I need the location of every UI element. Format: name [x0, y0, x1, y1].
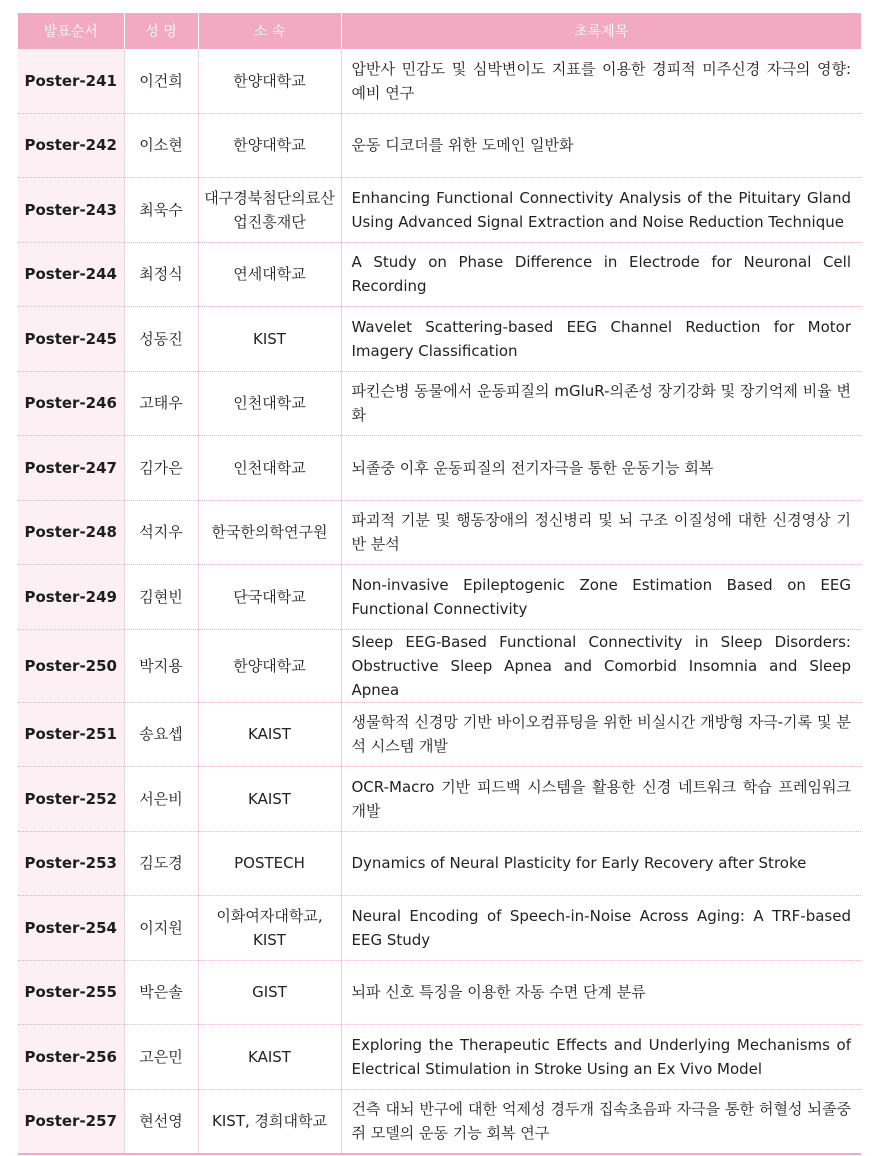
- abstract-title-cell: 뇌졸중 이후 운동피질의 전기자극을 통한 운동기능 회복: [341, 436, 861, 501]
- affiliation-cell: POSTECH: [198, 831, 341, 896]
- affiliation-cell: 인천대학교: [198, 436, 341, 501]
- affiliation-cell: 한양대학교: [198, 49, 341, 113]
- affiliation-cell: GIST: [198, 960, 341, 1025]
- presenter-name-cell: 현선영: [124, 1089, 198, 1153]
- presenter-name-cell: 김도경: [124, 831, 198, 896]
- affiliation-cell: 이화여자대학교, KIST: [198, 896, 341, 961]
- table-body: [18, 49, 861, 1153]
- table-row: [18, 113, 861, 178]
- abstract-title-cell: Non-invasive Epileptogenic Zone Estimation Based on EEG Functional Connectivity: [341, 565, 861, 630]
- abstract-title-cell: 건측 대뇌 반구에 대한 억제성 경두개 집속초음파 자극을 통한 허혈성 뇌졸중 쥐 모델의 운동 기능 회복 연구: [341, 1089, 861, 1153]
- header-title: 초록제목: [341, 13, 861, 49]
- affiliation-cell: KIST: [198, 307, 341, 372]
- affiliation-cell: 연세대학교: [198, 242, 341, 307]
- abstract-title-cell: Neural Encoding of Speech-in-Noise Across Aging: A TRF-based EEG Study: [341, 896, 861, 961]
- abstract-title-cell: Sleep EEG-Based Functional Connectivity in Sleep Disorders: Obstructive Sleep Apnea and Comorbid Insomnia and Sleep Apnea: [341, 629, 861, 702]
- order-cell: Poster-251: [18, 702, 124, 767]
- order-cell: Poster-256: [18, 1025, 124, 1090]
- presenter-name-cell: 박은솔: [124, 960, 198, 1025]
- abstract-title-cell: 파괴적 기분 및 행동장애의 정신병리 및 뇌 구조 이질성에 대한 신경영상 기반 분석: [341, 500, 861, 565]
- table-row: [18, 896, 861, 961]
- order-cell: Poster-246: [18, 371, 124, 436]
- abstract-title-cell: 압반사 민감도 및 심박변이도 지표를 이용한 경피적 미주신경 자극의 영향: 예비 연구: [341, 49, 861, 113]
- order-cell: Poster-254: [18, 896, 124, 961]
- table-row: [18, 565, 861, 630]
- presenter-name-cell: 이지원: [124, 896, 198, 961]
- order-cell: Poster-249: [18, 565, 124, 630]
- order-cell: Poster-255: [18, 960, 124, 1025]
- table-row: [18, 49, 861, 113]
- presenter-name-cell: 이소현: [124, 113, 198, 178]
- header-name: 성 명: [124, 13, 198, 49]
- table-row: [18, 178, 861, 243]
- affiliation-cell: 한양대학교: [198, 113, 341, 178]
- table-header: [18, 13, 861, 49]
- abstract-title-cell: 운동 디코더를 위한 도메인 일반화: [341, 113, 861, 178]
- order-cell: Poster-244: [18, 242, 124, 307]
- table-row: [18, 767, 861, 832]
- affiliation-cell: 대구경북첨단의료산업진흥재단: [198, 178, 341, 243]
- header-affiliation: 소 속: [198, 13, 341, 49]
- presenter-name-cell: 박지용: [124, 629, 198, 702]
- order-cell: Poster-243: [18, 178, 124, 243]
- affiliation-cell: 한국한의학연구원: [198, 500, 341, 565]
- order-cell: Poster-247: [18, 436, 124, 501]
- table-row: [18, 629, 861, 702]
- order-cell: Poster-245: [18, 307, 124, 372]
- presenter-name-cell: 김가은: [124, 436, 198, 501]
- table-row: [18, 831, 861, 896]
- table-row: [18, 702, 861, 767]
- table-row: [18, 500, 861, 565]
- affiliation-cell: 단국대학교: [198, 565, 341, 630]
- table-row: [18, 1025, 861, 1090]
- bottom-rule: [18, 1153, 861, 1155]
- order-cell: Poster-257: [18, 1089, 124, 1153]
- affiliation-cell: 인천대학교: [198, 371, 341, 436]
- presenter-name-cell: 석지우: [124, 500, 198, 565]
- affiliation-cell: KAIST: [198, 767, 341, 832]
- abstract-title-cell: 뇌파 신호 특징을 이용한 자동 수면 단계 분류: [341, 960, 861, 1025]
- order-cell: Poster-253: [18, 831, 124, 896]
- affiliation-cell: KAIST: [198, 702, 341, 767]
- presenter-name-cell: 최욱수: [124, 178, 198, 243]
- presenter-name-cell: 고은민: [124, 1025, 198, 1090]
- poster-schedule: [18, 13, 861, 1155]
- order-cell: Poster-250: [18, 629, 124, 702]
- table-row: [18, 960, 861, 1025]
- presenter-name-cell: 서은비: [124, 767, 198, 832]
- abstract-title-cell: A Study on Phase Difference in Electrode for Neuronal Cell Recording: [341, 242, 861, 307]
- abstract-title-cell: Wavelet Scattering-based EEG Channel Reduction for Motor Imagery Classification: [341, 307, 861, 372]
- abstract-title-cell: Dynamics of Neural Plasticity for Early Recovery after Stroke: [341, 831, 861, 896]
- presenter-name-cell: 송요셉: [124, 702, 198, 767]
- table-row: [18, 242, 861, 307]
- order-cell: Poster-241: [18, 49, 124, 113]
- presenter-name-cell: 성동진: [124, 307, 198, 372]
- presenter-name-cell: 이건희: [124, 49, 198, 113]
- order-cell: Poster-248: [18, 500, 124, 565]
- table-row: [18, 436, 861, 501]
- poster-table: [18, 13, 861, 1153]
- table-row: [18, 1089, 861, 1153]
- abstract-title-cell: OCR-Macro 기반 피드백 시스템을 활용한 신경 네트워크 학습 프레임워크 개발: [341, 767, 861, 832]
- abstract-title-cell: Enhancing Functional Connectivity Analysis of the Pituitary Gland Using Advanced Signal Extraction and Noise Reduction Technique: [341, 178, 861, 243]
- table-row: [18, 307, 861, 372]
- presenter-name-cell: 고태우: [124, 371, 198, 436]
- affiliation-cell: KAIST: [198, 1025, 341, 1090]
- presenter-name-cell: 김현빈: [124, 565, 198, 630]
- abstract-title-cell: 파킨슨병 동물에서 운동피질의 mGluR-의존성 장기강화 및 장기억제 비율 변화: [341, 371, 861, 436]
- abstract-title-cell: 생물학적 신경망 기반 바이오컴퓨팅을 위한 비실시간 개방형 자극-기록 및 분석 시스템 개발: [341, 702, 861, 767]
- order-cell: Poster-242: [18, 113, 124, 178]
- presenter-name-cell: 최정식: [124, 242, 198, 307]
- header-order: 발표순서: [18, 13, 124, 49]
- abstract-title-cell: Exploring the Therapeutic Effects and Underlying Mechanisms of Electrical Stimulation in Stroke Using an Ex Vivo Model: [341, 1025, 861, 1090]
- table-row: [18, 371, 861, 436]
- order-cell: Poster-252: [18, 767, 124, 832]
- affiliation-cell: KIST, 경희대학교: [198, 1089, 341, 1153]
- affiliation-cell: 한양대학교: [198, 629, 341, 702]
